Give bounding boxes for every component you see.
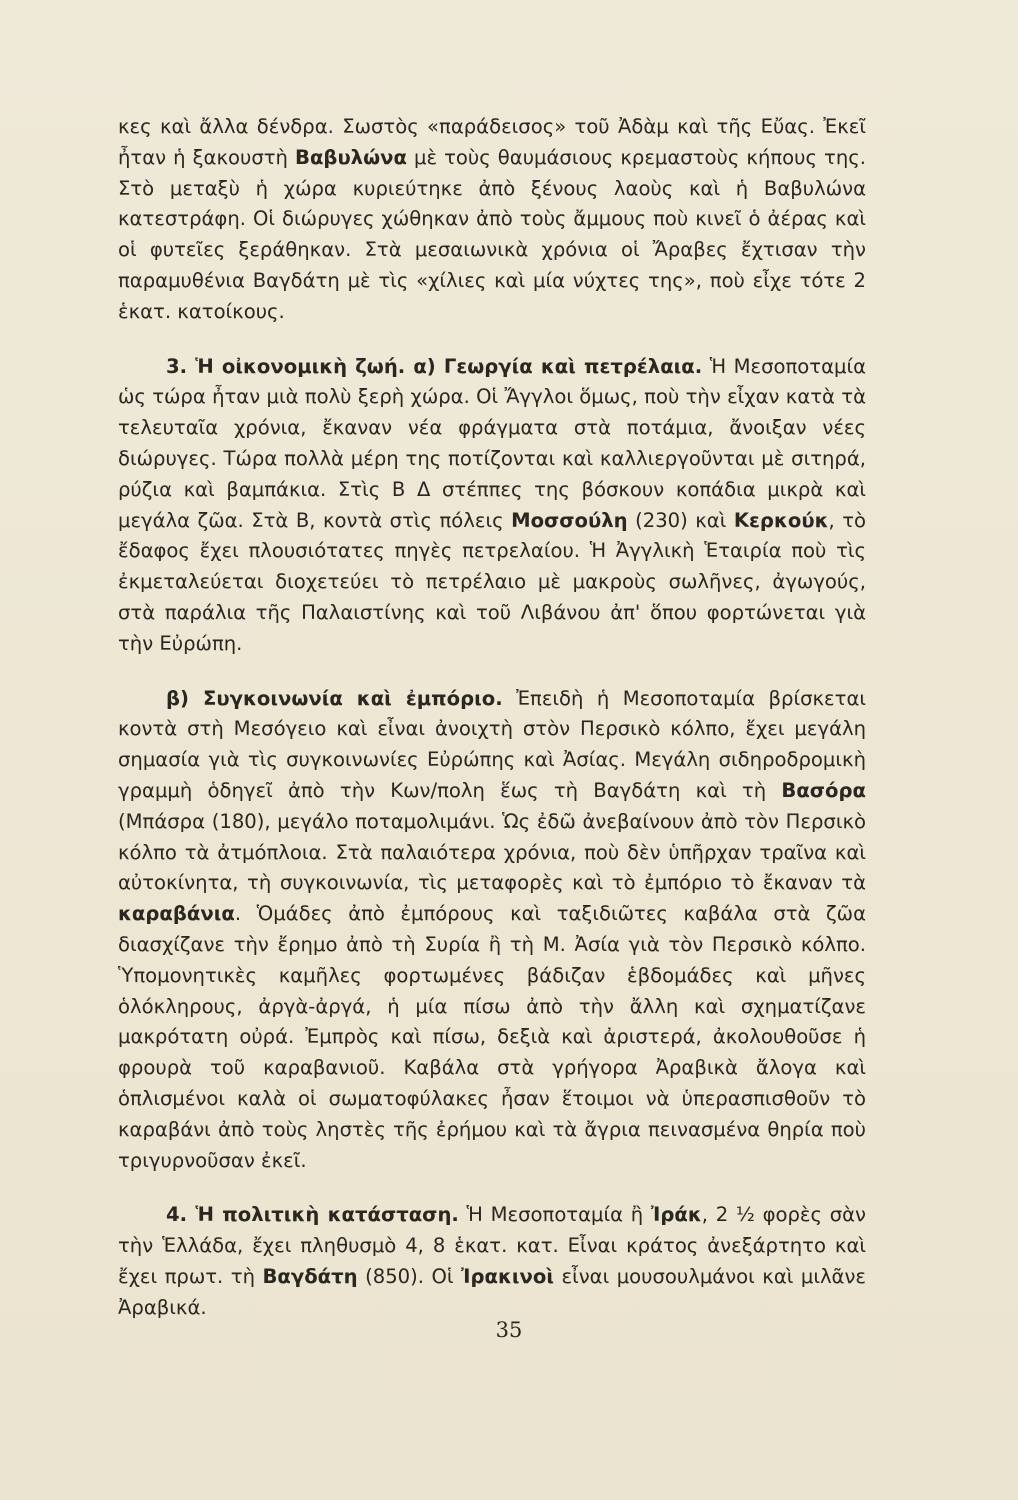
bold-term-basra: Βασόρα — [781, 778, 866, 802]
section-heading-transport: β) Συγκοινωνία καὶ ἐμπόριο. — [166, 686, 503, 710]
bold-term-mosul: Μοσσούλη — [511, 508, 628, 532]
text-run: . Ὁμάδες ἀπὸ ἐμπόρους καὶ ταξιδιῶτες καβάλα στὰ ζῶα διασχίζανε τὴν ἔρημο ἀπὸ τὴ Συρία ἢ τὴ Μ. Ἀσία γιὰ τὸν Περσικὸ κόλπο. Ὑπομονητικὲς καμῆλες φορτωμένες βάδιζαν ἑβδομάδες καὶ μῆνες ὁλόκληρους, ἀργὰ-ἀργά, ἡ μία πίσω ἀπὸ τὴν ἄλλη καὶ σχηματίζανε μακρότατη οὐρά. Ἐμπρὸς καὶ πίσω, δεξιὰ καὶ ἀριστερά, ἀκολουθοῦσε ἡ φρουρὰ τοῦ καραβανιοῦ. Καβάλα στὰ γρήγορα Ἀραβικὰ ἄλογα καὶ ὁπλισμένοι καλὰ οἱ σωματοφύλακες ἦσαν ἕτοιμοι νὰ ὑπερασπισθοῦν τὸ καραβάνι ἀπὸ τοὺς ληστὲς τῆς ἐρήμου καὶ τὰ ἄγρια πεινασμένα θηρία ποὺ τριγυρνοῦσαν ἐκεῖ. — [118, 902, 866, 1172]
text-run: (Μπάσρα (180), μεγάλο ποταμολιμάνι. Ὡς ἐδῶ ἀνεβαίνουν ἀπὸ τὸν Περσικὸ κόλπο τὰ ἀτμόπλοια. Στὰ παλαιότερα χρόνια, ποὺ δὲν ὑπῆρχαν τραῖνα καὶ αὐτοκίνητα, τὴ συγκοινωνία, τὶς μεταφορὲς καὶ τὸ ἐμπόριο τὸ ἔκαναν τὰ — [118, 809, 866, 895]
bold-term-caravans: καραβάνια — [118, 902, 235, 926]
bold-term-baghdad: Βαγδάτη — [262, 1264, 358, 1288]
bold-term-babylon: Βαβυλώνα — [295, 145, 407, 169]
section-heading-politics: 4. Ἡ πολιτικὴ κατάσταση. — [166, 1203, 459, 1227]
section-heading-economy: 3. Ἡ οἰκονομικὴ ζωή. α) Γεωργία καὶ πετρέλαια. — [166, 354, 703, 378]
paragraph-politics — [118, 1200, 866, 1323]
paragraph-babylon — [118, 112, 866, 328]
text-run: (230) καὶ — [627, 508, 734, 532]
text-run: κες καὶ ἄλλα δένδρα. Σωστὸς «παράδεισος» τοῦ Ἀδὰμ καὶ τῆς Εὔας. Ἐκεῖ ἦταν ἡ ξακουστὴ — [118, 115, 866, 169]
paragraph-transport-trade — [118, 684, 866, 1177]
text-run: Ἡ Μεσοποταμία ἢ — [458, 1203, 651, 1227]
text-run: , 2 ½ φορὲς σὰν τὴν Ἑλλάδα, ἔχει πληθυσμὸ 4, 8 ἑκατ. κατ. Εἶναι κράτος ἀνεξάρτητο καὶ ἔχει πρωτ. τὴ — [118, 1203, 866, 1288]
paragraph-economy — [118, 352, 866, 660]
text-run: , τὸ ἔδαφος ἔχει πλουσιότατες πηγὲς πετρελαίου. Ἡ Ἀγγλικὴ Ἑταιρία ποὺ τὶς ἐκμεταλεύεται διοχετεύει τὸ πετρέλαιο μὲ μακροὺς σωλῆνες, ἀγωγούς, στὰ παράλια τῆς Παλαιστίνης καὶ τοῦ Λιβάνου ἀπ' ὅπου φορτώνεται γιὰ τὴν Εὐρώπη. — [118, 508, 866, 655]
text-run: (850). Οἱ — [357, 1264, 462, 1288]
page-number: 35 — [495, 1318, 523, 1342]
text-run: μὲ τοὺς θαυμάσιους κρεμαστοὺς κήπους της. Στὸ μεταξὺ ἡ χώρα κυριεύτηκε ἀπὸ ξένους λαοὺς καὶ ἡ Βαβυλώνα κατεστράφη. Οἱ διώρυγες χώθηκαν ἀπὸ τοὺς ἄμμους ποὺ κινεῖ ὁ ἀέρας καὶ οἱ φυτεῖες ξεράθηκαν. Στὰ μεσαιωνικὰ χρόνια οἱ Ἄραβες ἔχτισαν τὴν παραμυθένια Βαγδάτη μὲ τὶς «χίλιες καὶ μία νύχτες της», ποὺ εἶχε τότε 2 ἑκατ. κατοίκους. — [118, 145, 866, 323]
text-run: Ἡ Μεσοποταμία ὡς τώρα ἦταν μιὰ πολὺ ξερὴ χώρα. Οἱ Ἄγγλοι ὅμως, ποὺ τὴν εἶχαν κατὰ τὰ τελευταῖα χρόνια, ἔκαναν νέα φράγματα στὰ ποτάμια, ἄνοιξαν νέες διώρυγες. Τώρα πολλὰ μέρη της ποτίζονται καὶ καλλιεργοῦνται μὲ σιτηρά, ρύζια καὶ βαμπάκια. Στὶς Β Δ στέππες της βόσκουν κοπάδια μικρὰ καὶ μεγάλα ζῶα. Στὰ Β, κοντὰ στὶς πόλεις — [118, 354, 866, 532]
text-run: εἶναι μουσουλμάνοι καὶ μιλᾶνε Ἀραβικά. — [118, 1264, 866, 1319]
bold-term-iraq: Ἰράκ — [650, 1203, 702, 1227]
text-run: Ἐπειδὴ ἡ Μεσοποταμία βρίσκεται κοντὰ στὴ Μεσόγειο καὶ εἶναι ἀνοιχτὴ στὸν Περσικὸ κόλπο, ἔχει μεγάλη σημασία γιὰ τὶς συγκοινωνίες Εὐρώπης καὶ Ἀσίας. Μεγάλη σιδηροδρομικὴ γραμμὴ ὁδηγεῖ ἀπὸ τὴν Κων/πολη ἕως τὴ Βαγδάτη καὶ τὴ — [118, 686, 866, 802]
bold-term-iraqis: Ἰρακινοὶ — [461, 1264, 555, 1288]
page-body — [118, 112, 866, 1323]
bold-term-kirkuk: Κερκούκ — [733, 508, 829, 532]
